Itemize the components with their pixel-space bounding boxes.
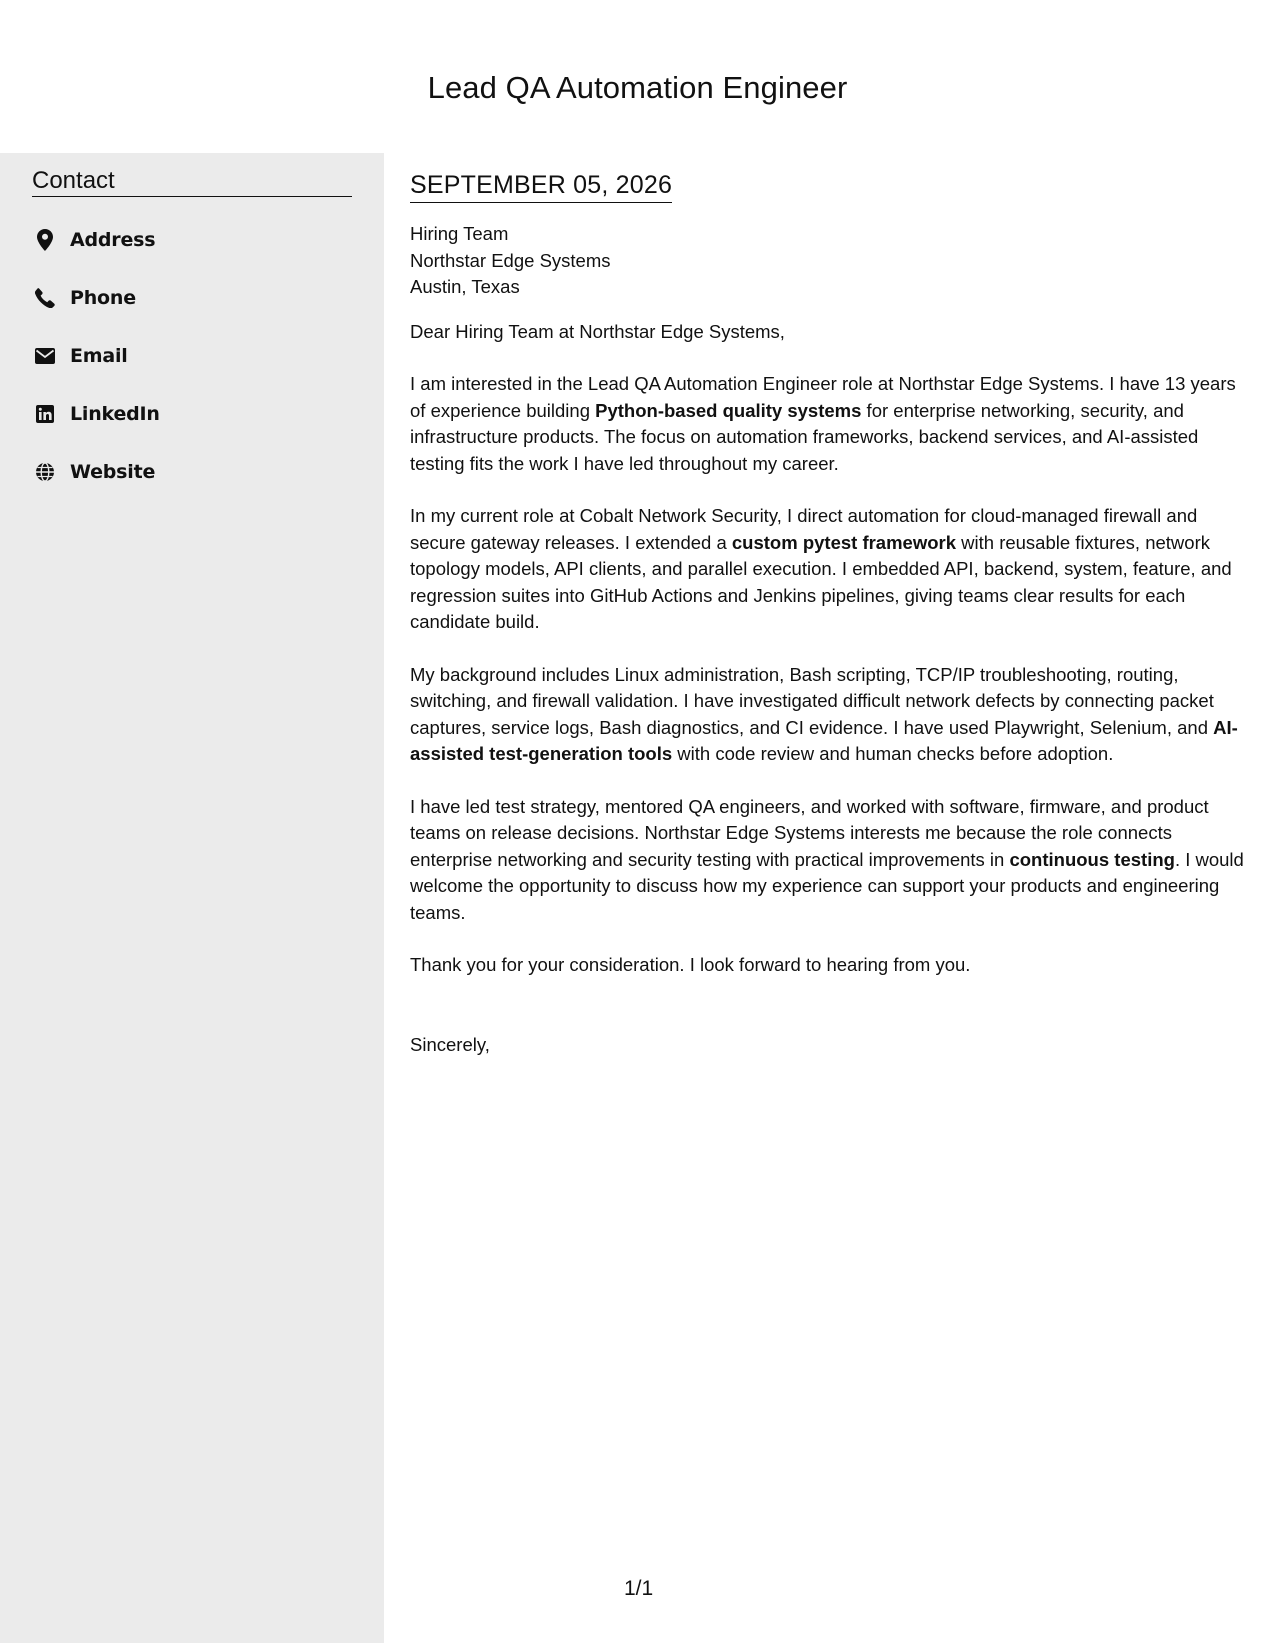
letter-paragraph [410, 662, 1250, 768]
contact-heading: Contact [32, 167, 352, 197]
paragraph-text: with code review and human checks before adoption. [672, 743, 1114, 764]
contact-label-phone: Phone [70, 287, 136, 309]
page-title: Lead QA Automation Engineer [427, 70, 848, 105]
recipient-location: Austin, Texas [410, 276, 520, 297]
recipient-company: Northstar Edge Systems [410, 249, 611, 271]
envelope-icon [34, 345, 56, 367]
letter-paragraph [410, 371, 1250, 477]
paragraph-text: I have led test strategy, mentored QA engineers, and worked with software, firmware, and product teams on release decisions. Northstar Edge Systems interests me because the role connects enterprise networking and security testing with practical improvements in [410, 795, 1209, 870]
letter-paragraph [410, 794, 1250, 927]
letter-body [410, 153, 1250, 1058]
closing: Sincerely, [410, 1033, 490, 1055]
paragraph-text: . I would welcome the opportunity to discuss how my experience can support your products and engineering teams. [410, 848, 1244, 923]
paragraph-text: for enterprise networking, security, and infrastructure products. The focus on automation frameworks, backend services, and AI-assisted testing fits the work I have led throughout my career. [410, 399, 1199, 474]
paragraph-text: with reusable fixtures, network topology models, API clients, and parallel execution. I embedded API, backend, system, feature, and regression suites into GitHub Actions and Jenkins pipelines, giving teams clear results for each candidate build. [410, 531, 1232, 632]
phone-icon [34, 287, 56, 309]
paragraph-text: My background includes Linux administration, Bash scripting, TCP/IP troubleshooting, routing, switching, and firewall validation. I have investigated difficult network defects by connecting packet captures, service logs, Bash diagnostics, and CI evidence. I have used Playwright, Selenium, and [410, 663, 1214, 738]
map-pin-icon [34, 229, 56, 251]
globe-icon [34, 461, 56, 483]
page-number: 1/1 [624, 1577, 654, 1600]
contact-item-address[interactable] [32, 211, 160, 269]
emphasis-text: Python-based quality systems [595, 399, 862, 421]
salutation: Dear Hiring Team at Northstar Edge Systems, [410, 320, 785, 342]
paragraph-text: Thank you for your consideration. I look forward to hearing from you. [410, 954, 971, 975]
recipient-line: Hiring Team [410, 223, 509, 244]
contact-item-linkedin[interactable] [32, 385, 160, 443]
letter-paragraph [410, 503, 1250, 636]
letter-paragraphs [410, 371, 1250, 979]
paragraph-text: In my current role at Cobalt Network Security, I direct automation for cloud-managed firewall and secure gateway releases. I extended a [410, 505, 1198, 553]
contact-label-linkedin: LinkedIn [70, 403, 160, 425]
linkedin-icon [34, 403, 56, 425]
contact-label-website: Website [70, 461, 156, 483]
contact-item-phone[interactable] [32, 269, 160, 327]
contact-label-email: Email [70, 345, 128, 367]
emphasis-text: custom pytest framework [731, 531, 957, 553]
paragraph-text: I am interested in the Lead QA Automation Engineer role at Northstar Edge Systems. I have 13 years of experience building [410, 373, 1236, 421]
letter-date: SEPTEMBER 05, 2026 [410, 170, 672, 203]
emphasis-text: continuous testing [1009, 848, 1175, 870]
letter-paragraph [410, 952, 1250, 979]
contact-item-website[interactable] [32, 443, 160, 501]
contact-list [32, 211, 160, 501]
recipient-block [410, 221, 1250, 301]
contact-label-address: Address [70, 229, 156, 251]
contact-item-email[interactable] [32, 327, 160, 385]
emphasis-text: AI-assisted test-generation tools [410, 716, 1238, 764]
contact-sidebar [0, 153, 384, 1643]
